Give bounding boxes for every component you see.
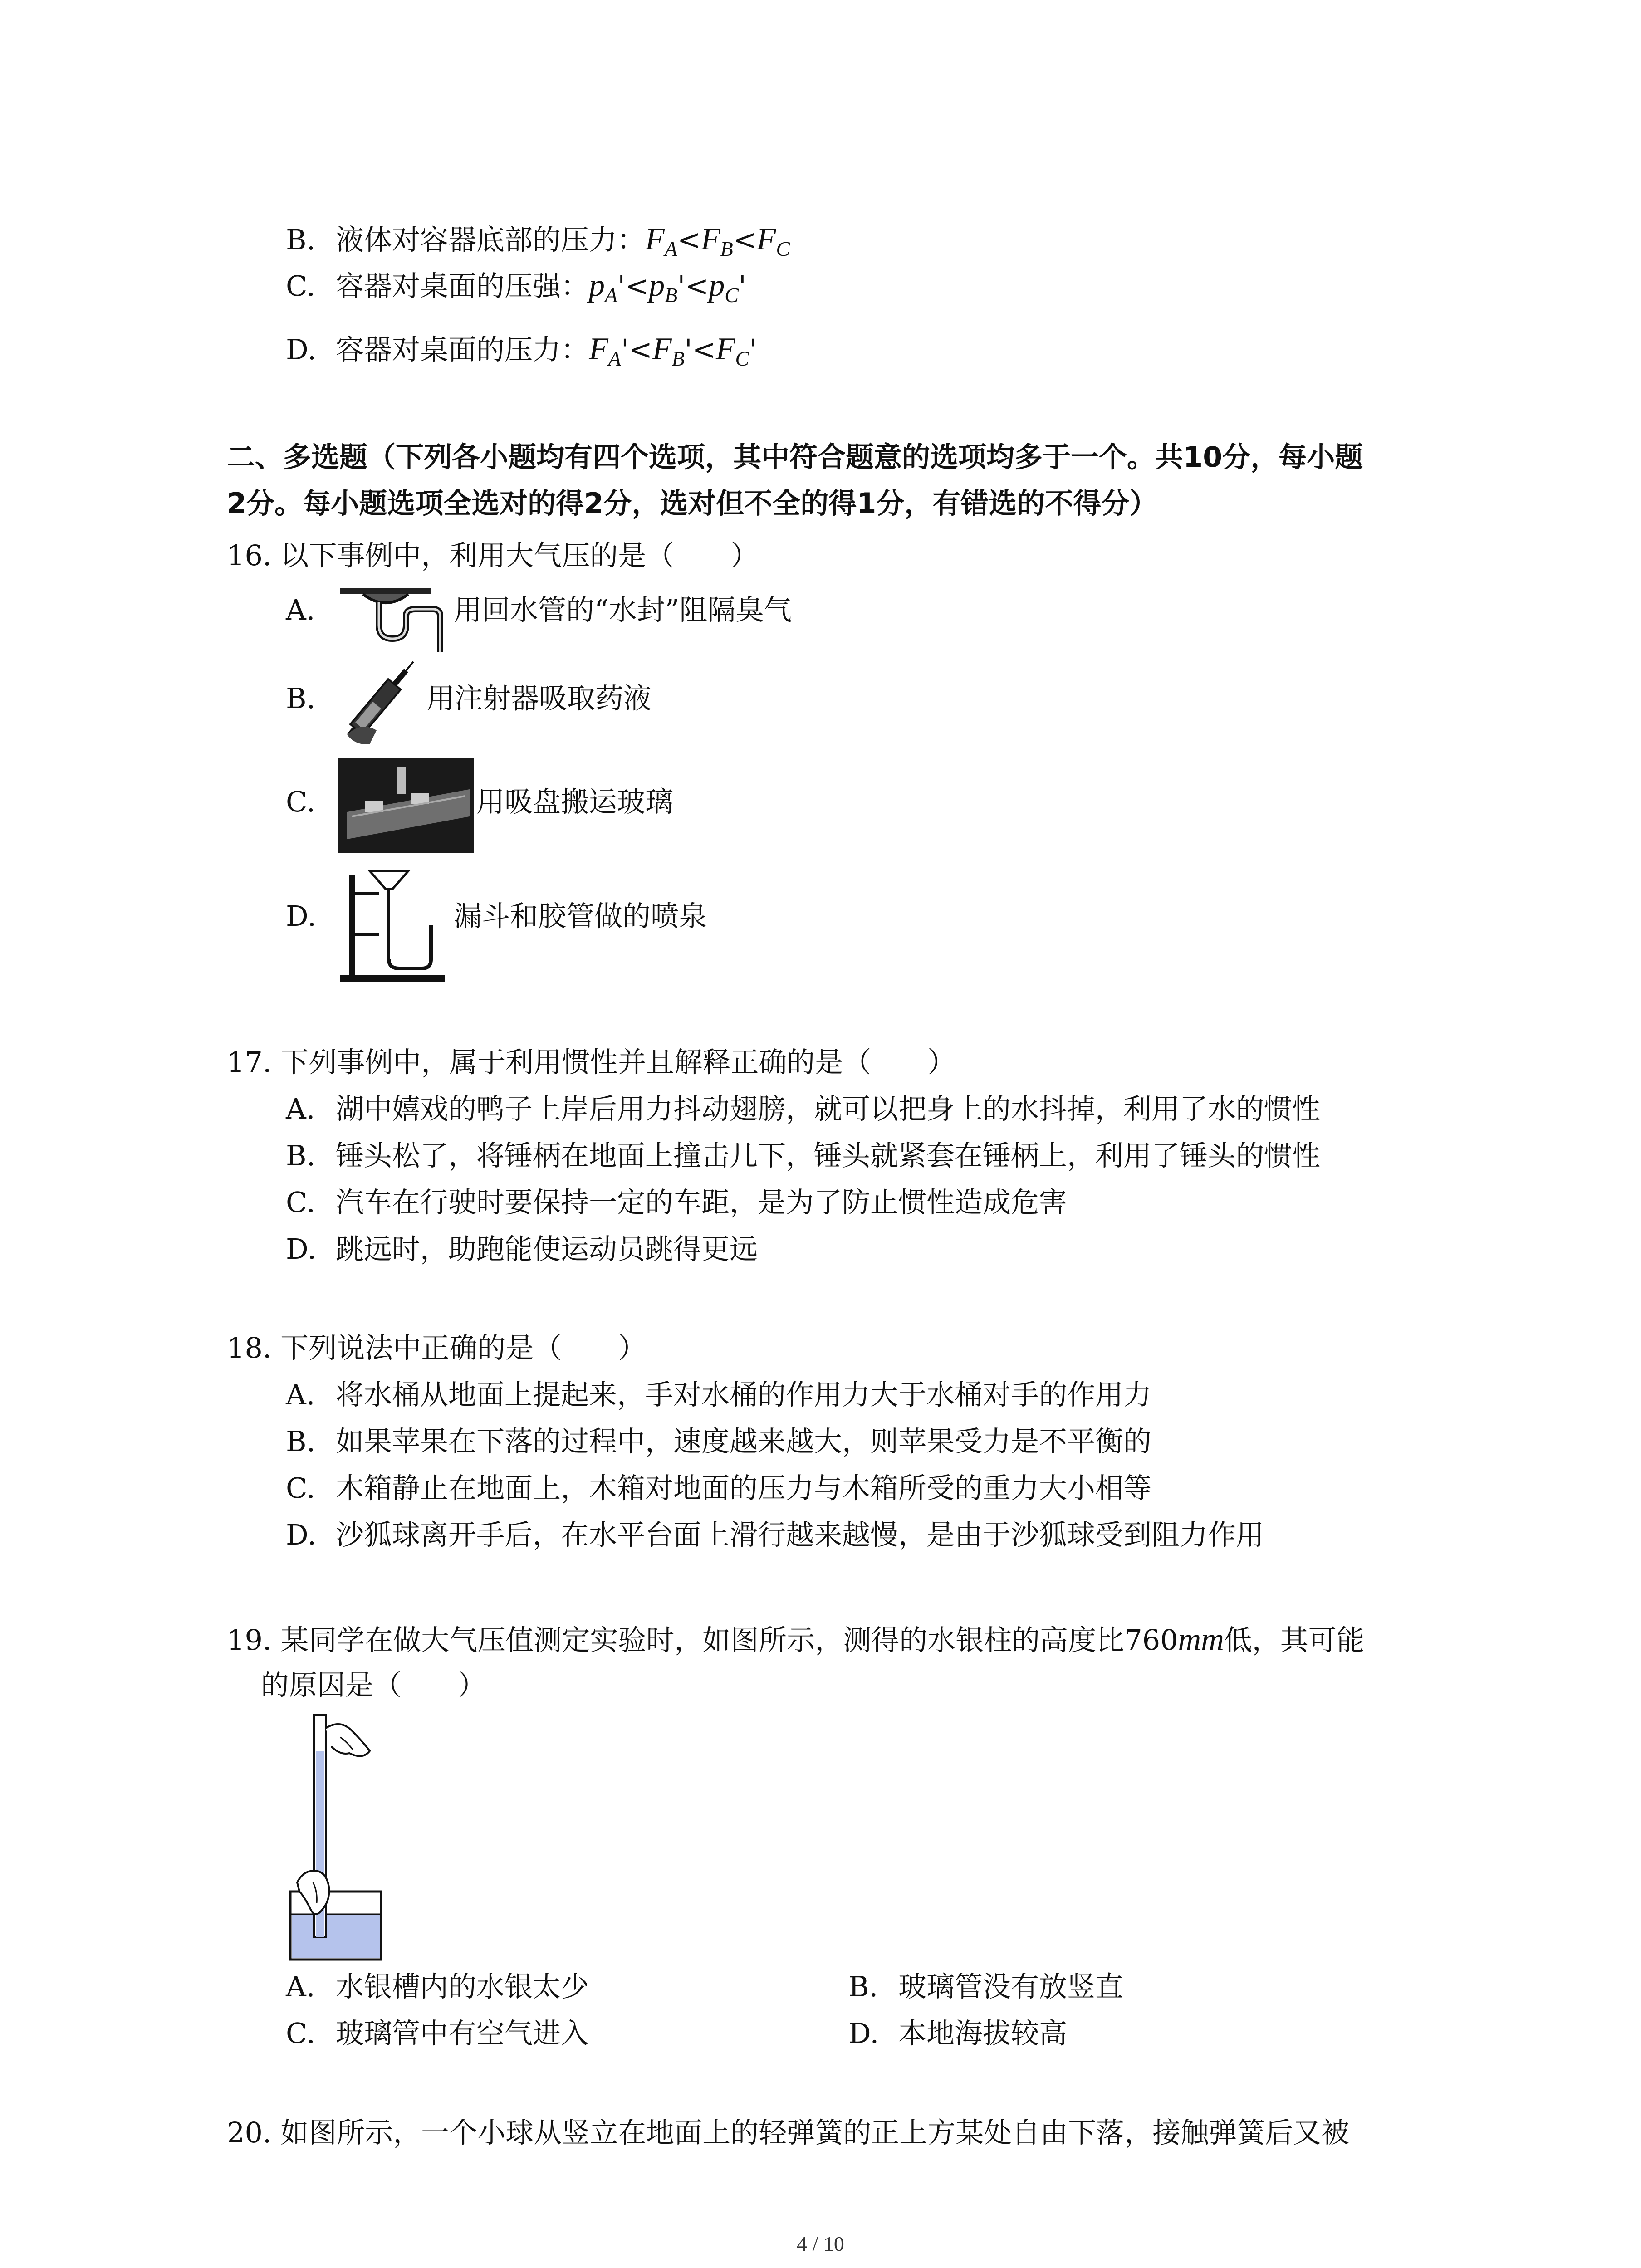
q19-option-b: B. 玻璃管没有放竖直 bbox=[848, 1970, 1124, 2003]
section-header-line1: 二、多选题（下列各小题均有四个选项，其中符合题意的选项均多于一个。共10分，每小题 bbox=[227, 440, 1363, 474]
q18-option-c: C. 木箱静止在地面上，木箱对地面的压力与木箱所受的重力大小相等 bbox=[286, 1471, 1152, 1505]
q16-option-b-text: 用注射器吸取药液 bbox=[426, 682, 652, 715]
q16-stem: 16. 以下事例中，利用大气压的是（ ） bbox=[227, 539, 759, 572]
q20-stem: 20. 如图所示，一个小球从竖立在地面上的轻弹簧的正上方某处自由下落，接触弹簧后又被 bbox=[227, 2116, 1350, 2149]
q19-stem: 19. 某同学在做大气压值测定实验时，如图所示，测得的水银柱的高度比760mm低，其可能 bbox=[227, 1622, 1365, 1657]
q17-option-a: A. 湖中嬉戏的鸭子上岸后用力抖动翅膀，就可以把身上的水抖掉，利用了水的惯性 bbox=[286, 1092, 1321, 1125]
q16-option-c-label: C. bbox=[286, 785, 315, 818]
q18-stem: 18. 下列说法中正确的是（ ） bbox=[227, 1331, 647, 1364]
q17-option-c: C. 汽车在行驶时要保持一定的车距，是为了防止惯性造成危害 bbox=[286, 1186, 1068, 1219]
prev-option-c: C. 容器对桌面的压强：$p_A'<p_B'<p_C'$ bbox=[286, 268, 746, 307]
section-header-line2: 2分。每小题选项全选对的得2分，选对但不全的得1分，有错选的不得分） bbox=[227, 487, 1158, 520]
q16-option-a-label: A. bbox=[286, 593, 315, 626]
mercury-barometer-diagram bbox=[272, 1710, 408, 1964]
q19-option-d: D. 本地海拔较高 bbox=[848, 2017, 1068, 2050]
q16-option-d-label: D. bbox=[286, 899, 317, 933]
q16-option-c-text: 用吸盘搬运玻璃 bbox=[476, 785, 674, 818]
syringe-icon bbox=[333, 653, 424, 748]
q18-option-d: D. 沙狐球离开手后，在水平台面上滑行越来越慢，是由于沙狐球受到阻力作用 bbox=[286, 1518, 1264, 1551]
q17-option-d: D. 跳远时，助跑能使运动员跳得更远 bbox=[286, 1232, 758, 1266]
q16-option-a-text: 用回水管的“水封”阻隔臭气 bbox=[454, 593, 792, 626]
q19-option-a: A. 水银槽内的水银太少 bbox=[286, 1970, 589, 2003]
page-number: 4 / 10 bbox=[797, 2232, 844, 2255]
prev-option-d: D. 容器对桌面的压力：$F_A'<F_B'<F_C'$ bbox=[286, 332, 757, 370]
suction-cup-glass-photo bbox=[338, 758, 474, 853]
q19-stem-line2: 的原因是（ ） bbox=[261, 1668, 486, 1701]
q16-option-d-text: 漏斗和胶管做的喷泉 bbox=[454, 899, 707, 933]
funnel-fountain-icon bbox=[336, 862, 449, 984]
prev-option-b: B. 液体对容器底部的压力：$F_A<F_B<F_C$ bbox=[286, 222, 790, 260]
q18-option-a: A. 将水桶从地面上提起来，手对水桶的作用力大于水桶对手的作用力 bbox=[286, 1378, 1152, 1411]
q17-option-b: B. 锤头松了，将锤柄在地面上撞击几下，锤头就紧套在锤柄上，利用了锤头的惯性 bbox=[286, 1139, 1321, 1172]
q18-option-b: B. 如果苹果在下落的过程中，速度越来越大，则苹果受力是不平衡的 bbox=[286, 1425, 1152, 1458]
q19-option-c: C. 玻璃管中有空气进入 bbox=[286, 2017, 589, 2050]
q16-option-b-label: B. bbox=[286, 682, 316, 715]
q17-stem: 17. 下列事例中，属于利用惯性并且解释正确的是（ ） bbox=[227, 1046, 956, 1079]
drain-trap-icon bbox=[336, 584, 449, 657]
